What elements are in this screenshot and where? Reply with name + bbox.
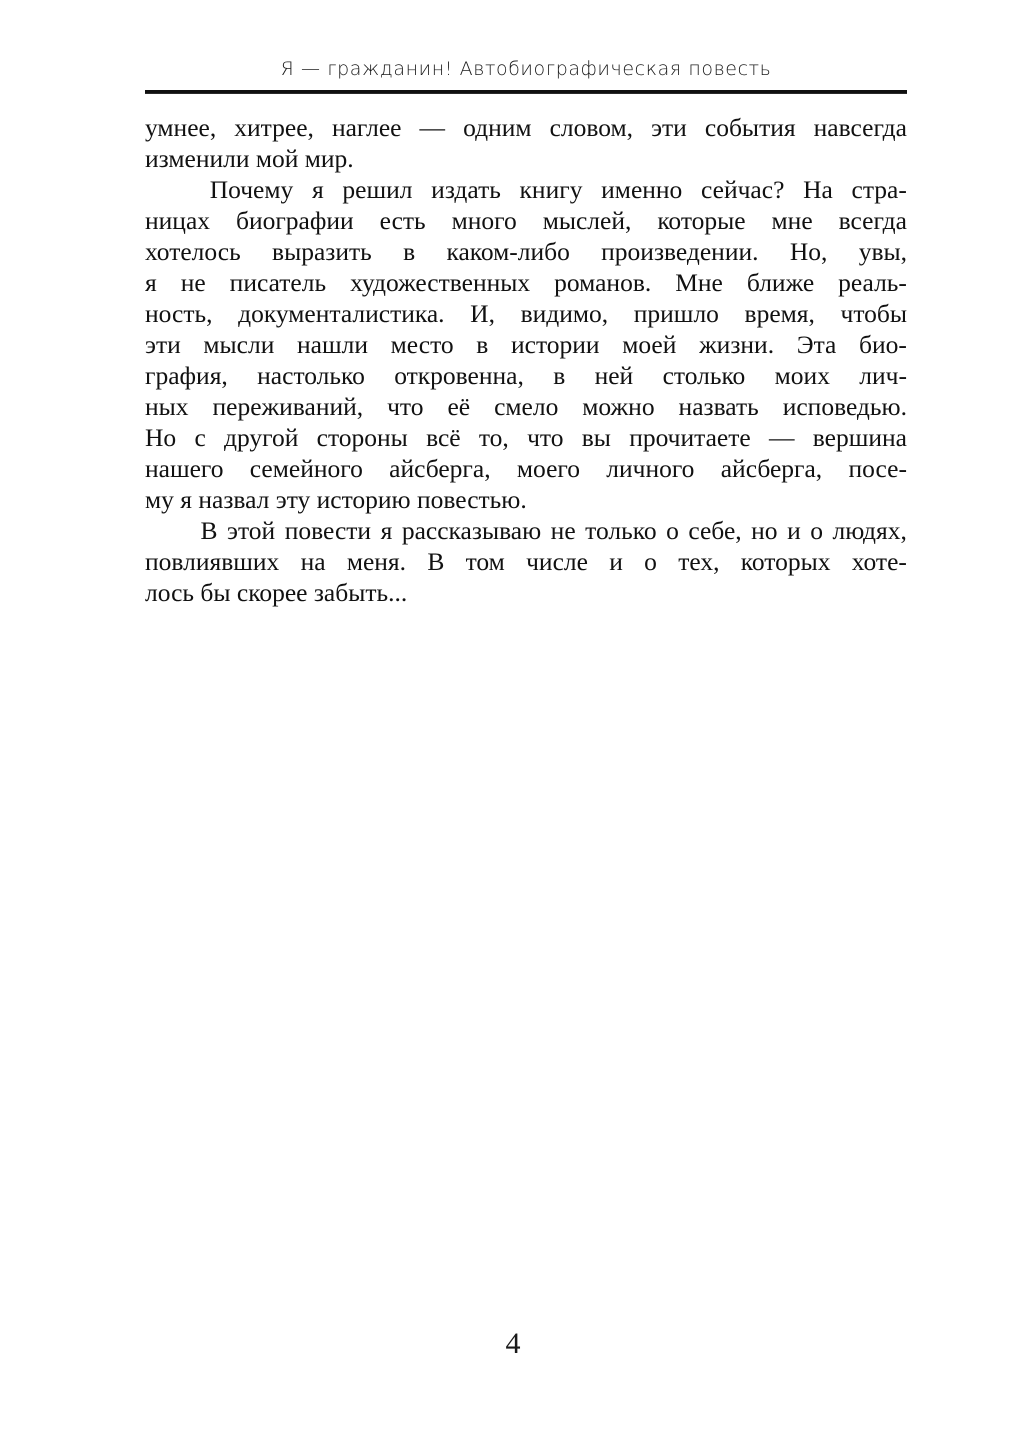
text-line: [145, 236, 907, 267]
word: И,: [470, 299, 495, 328]
word: не: [180, 268, 206, 297]
word: настолько: [257, 361, 365, 390]
word: её: [447, 392, 471, 421]
word: прочитаете: [629, 423, 751, 452]
word: людях,: [832, 516, 907, 545]
word: всё: [426, 423, 461, 452]
text-line: [145, 546, 907, 577]
word: я: [145, 268, 157, 297]
word: лич-: [859, 361, 907, 390]
word: био-: [859, 330, 907, 359]
running-header: Я — гражданин! Автобиографическая повесть: [280, 58, 772, 80]
word: другой: [224, 423, 299, 452]
word: выразить: [272, 237, 372, 266]
word: что: [387, 392, 424, 421]
word: переживаний,: [212, 392, 364, 421]
text-line: [145, 329, 907, 360]
word: семейного: [249, 454, 363, 483]
word: моего: [516, 454, 580, 483]
word: то,: [478, 423, 509, 452]
word: —: [419, 113, 446, 142]
word: стра-: [851, 175, 907, 204]
word: айсберга,: [389, 454, 491, 483]
text-line: [145, 174, 907, 205]
word: этой: [227, 516, 276, 545]
word: много: [451, 206, 517, 235]
word: художественных: [350, 268, 531, 297]
word: графия,: [145, 361, 228, 390]
text-line: [145, 391, 907, 422]
word: навсегда: [813, 113, 907, 142]
word: повести: [284, 516, 372, 545]
word: одним: [463, 113, 532, 142]
word: и: [787, 516, 801, 545]
word: которых: [740, 547, 831, 576]
word: каком-либо: [446, 237, 570, 266]
word: себе,: [688, 516, 742, 545]
word: пришло: [633, 299, 719, 328]
text-line: му я назвал эту историю повестью.: [145, 485, 527, 514]
word: столько: [662, 361, 746, 390]
word: писатель: [229, 268, 327, 297]
word: откровенна,: [394, 361, 524, 390]
word: нашего: [145, 454, 224, 483]
word: в: [476, 330, 489, 359]
header-rule: [145, 90, 907, 94]
word: есть: [379, 206, 426, 235]
first-line-indent: [145, 515, 191, 546]
text-line: изменили мой мир.: [145, 144, 354, 173]
word: увы,: [858, 237, 907, 266]
word: и: [609, 547, 623, 576]
word: На: [803, 175, 833, 204]
word: произведении.: [601, 237, 759, 266]
word: биографии: [235, 206, 354, 235]
word: том: [465, 547, 505, 576]
word: всегда: [838, 206, 907, 235]
word: о: [666, 516, 679, 545]
text-line: [145, 360, 907, 391]
word: время,: [744, 299, 815, 328]
word: на: [300, 547, 326, 576]
word: наглее: [331, 113, 402, 142]
word: умнее,: [145, 113, 217, 142]
word: посе-: [848, 454, 907, 483]
word: эти: [145, 330, 181, 359]
word: словом,: [549, 113, 634, 142]
paragraph: [145, 515, 907, 608]
word: в: [553, 361, 566, 390]
word: в: [403, 237, 416, 266]
word: стороны: [316, 423, 408, 452]
word: о: [810, 516, 823, 545]
word: хотелось: [145, 237, 241, 266]
word: Эта: [796, 330, 837, 359]
text-line: [145, 298, 907, 329]
word: видимо,: [520, 299, 609, 328]
word: меня.: [346, 547, 407, 576]
text-line: [145, 267, 907, 298]
word: ных: [145, 392, 189, 421]
word: Мне: [675, 268, 723, 297]
text-line: [145, 205, 907, 236]
word: я: [380, 516, 393, 545]
word: вы: [581, 423, 611, 452]
word: тех,: [678, 547, 720, 576]
word: мыслей,: [542, 206, 632, 235]
word: ность,: [145, 299, 213, 328]
word: можно: [582, 392, 655, 421]
word: о: [644, 547, 657, 576]
text-line: [145, 453, 907, 484]
word: чтобы: [840, 299, 907, 328]
word: истории: [511, 330, 600, 359]
word: личного: [606, 454, 695, 483]
word: айсберга,: [720, 454, 823, 483]
word: вершина: [812, 423, 907, 452]
word: именно: [601, 175, 683, 204]
word: документалистика.: [238, 299, 445, 328]
body-text-block: [145, 112, 907, 608]
word: но: [751, 516, 778, 545]
word: только: [585, 516, 657, 545]
word: —: [768, 423, 795, 452]
word: я: [311, 175, 324, 204]
word: исповедью.: [782, 392, 907, 421]
word: В: [427, 547, 445, 576]
word: В: [200, 516, 218, 545]
word: мысли: [203, 330, 275, 359]
word: рассказываю: [401, 516, 542, 545]
word: повлиявших: [145, 547, 280, 576]
word: место: [390, 330, 454, 359]
word: события: [704, 113, 796, 142]
word: не: [550, 516, 576, 545]
text-line: [145, 422, 907, 453]
text-line: [145, 112, 907, 143]
paragraph: [145, 174, 907, 515]
word: моей: [622, 330, 677, 359]
word: смело: [494, 392, 559, 421]
word: ближе: [746, 268, 815, 297]
word: сейчас?: [701, 175, 785, 204]
word: с: [194, 423, 206, 452]
word: Но,: [789, 237, 828, 266]
word: решил: [342, 175, 413, 204]
word: мне: [771, 206, 813, 235]
word: что: [527, 423, 564, 452]
paragraph: [145, 112, 907, 174]
text-line: [145, 515, 907, 546]
word: издать: [431, 175, 501, 204]
word: моих: [774, 361, 830, 390]
word: жизни.: [699, 330, 775, 359]
word: числе: [526, 547, 588, 576]
first-line-indent: [145, 174, 191, 205]
word: ней: [594, 361, 634, 390]
word: книгу: [519, 175, 583, 204]
word: назвать: [678, 392, 759, 421]
word: Но: [145, 423, 177, 452]
text-line: лось бы скорее забыть...: [145, 578, 408, 607]
word: Почему: [209, 175, 294, 204]
word: романов.: [554, 268, 652, 297]
word: которые: [657, 206, 746, 235]
word: реаль-: [838, 268, 907, 297]
word: ницах: [145, 206, 211, 235]
page-number: 4: [505, 1327, 521, 1360]
word: эти: [651, 113, 687, 142]
word: нашли: [297, 330, 369, 359]
word: хоте-: [851, 547, 907, 576]
word: хитрее,: [234, 113, 314, 142]
